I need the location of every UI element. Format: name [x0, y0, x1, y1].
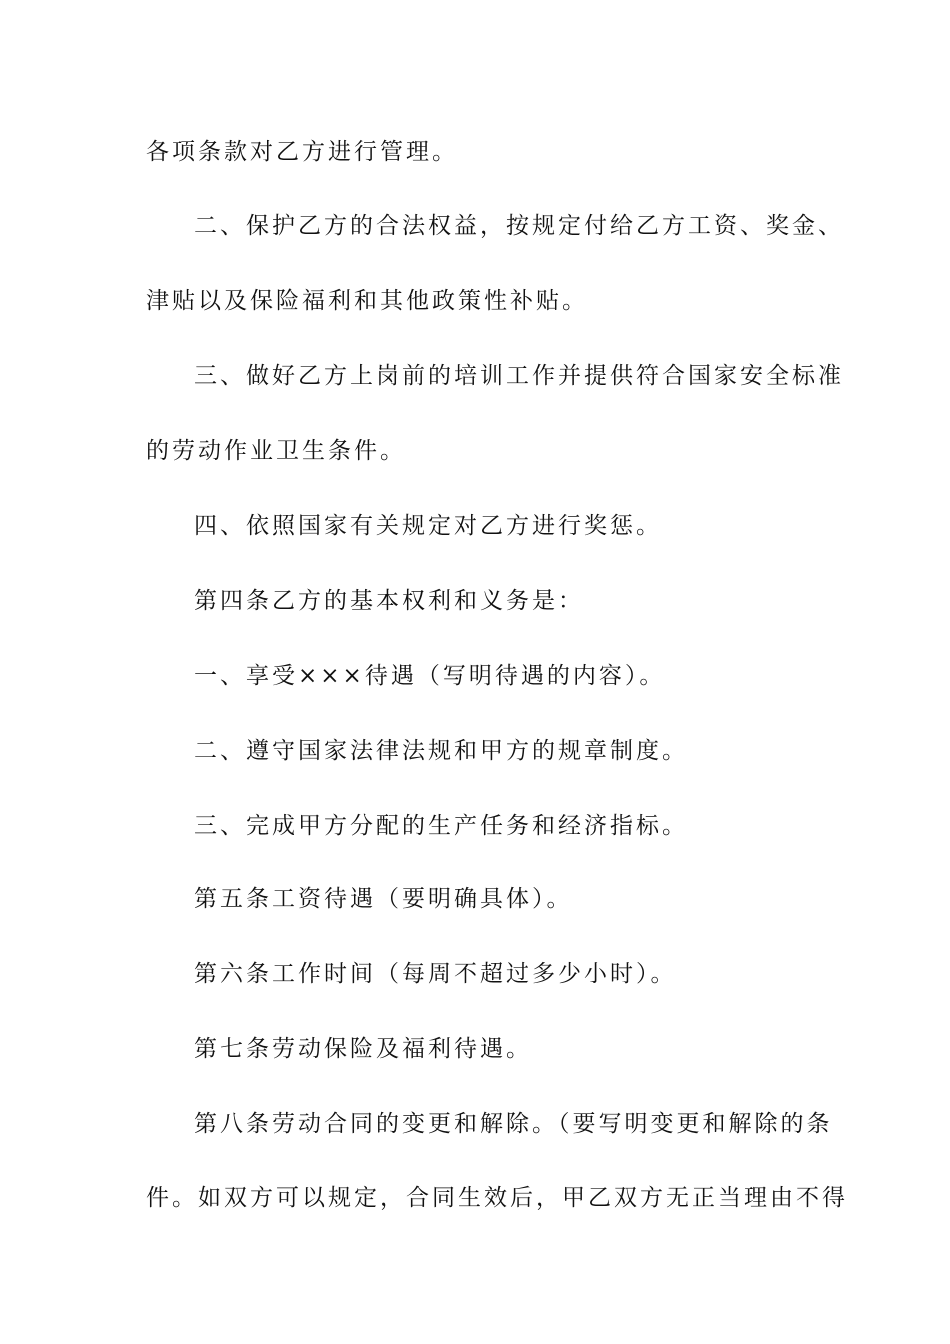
- text-line: 第五条工资待遇（要明确具体）。: [194, 886, 573, 912]
- text-line: 件。如双方可以规定，合同生效后，甲乙双方无正当理由不得: [146, 1185, 848, 1211]
- text-line: 各项条款对乙方进行管理。: [146, 139, 458, 165]
- text-line: 三、做好乙方上岗前的培训工作并提供符合国家安全标准: [194, 363, 844, 389]
- text-line: 第六条工作时间（每周不超过多少小时）。: [194, 961, 677, 987]
- text-line: 津贴以及保险福利和其他政策性补贴。: [146, 288, 588, 314]
- text-line: 二、遵守国家法律法规和甲方的规章制度。: [194, 738, 688, 764]
- text-line: 一、享受×××待遇（写明待遇的内容）。: [194, 663, 666, 689]
- text-line: 第四条乙方的基本权利和义务是：: [194, 588, 584, 614]
- text-line: 第七条劳动保险及福利待遇。: [194, 1036, 532, 1062]
- text-line: 第八条劳动合同的变更和解除。（要写明变更和解除的条: [194, 1111, 833, 1137]
- text-line: 四、依照国家有关规定对乙方进行奖惩。: [194, 513, 662, 539]
- text-line: 二、保护乙方的合法权益，按规定付给乙方工资、奖金、: [194, 213, 844, 239]
- text-line: 的劳动作业卫生条件。: [146, 438, 406, 464]
- text-line: 三、完成甲方分配的生产任务和经济指标。: [194, 813, 688, 839]
